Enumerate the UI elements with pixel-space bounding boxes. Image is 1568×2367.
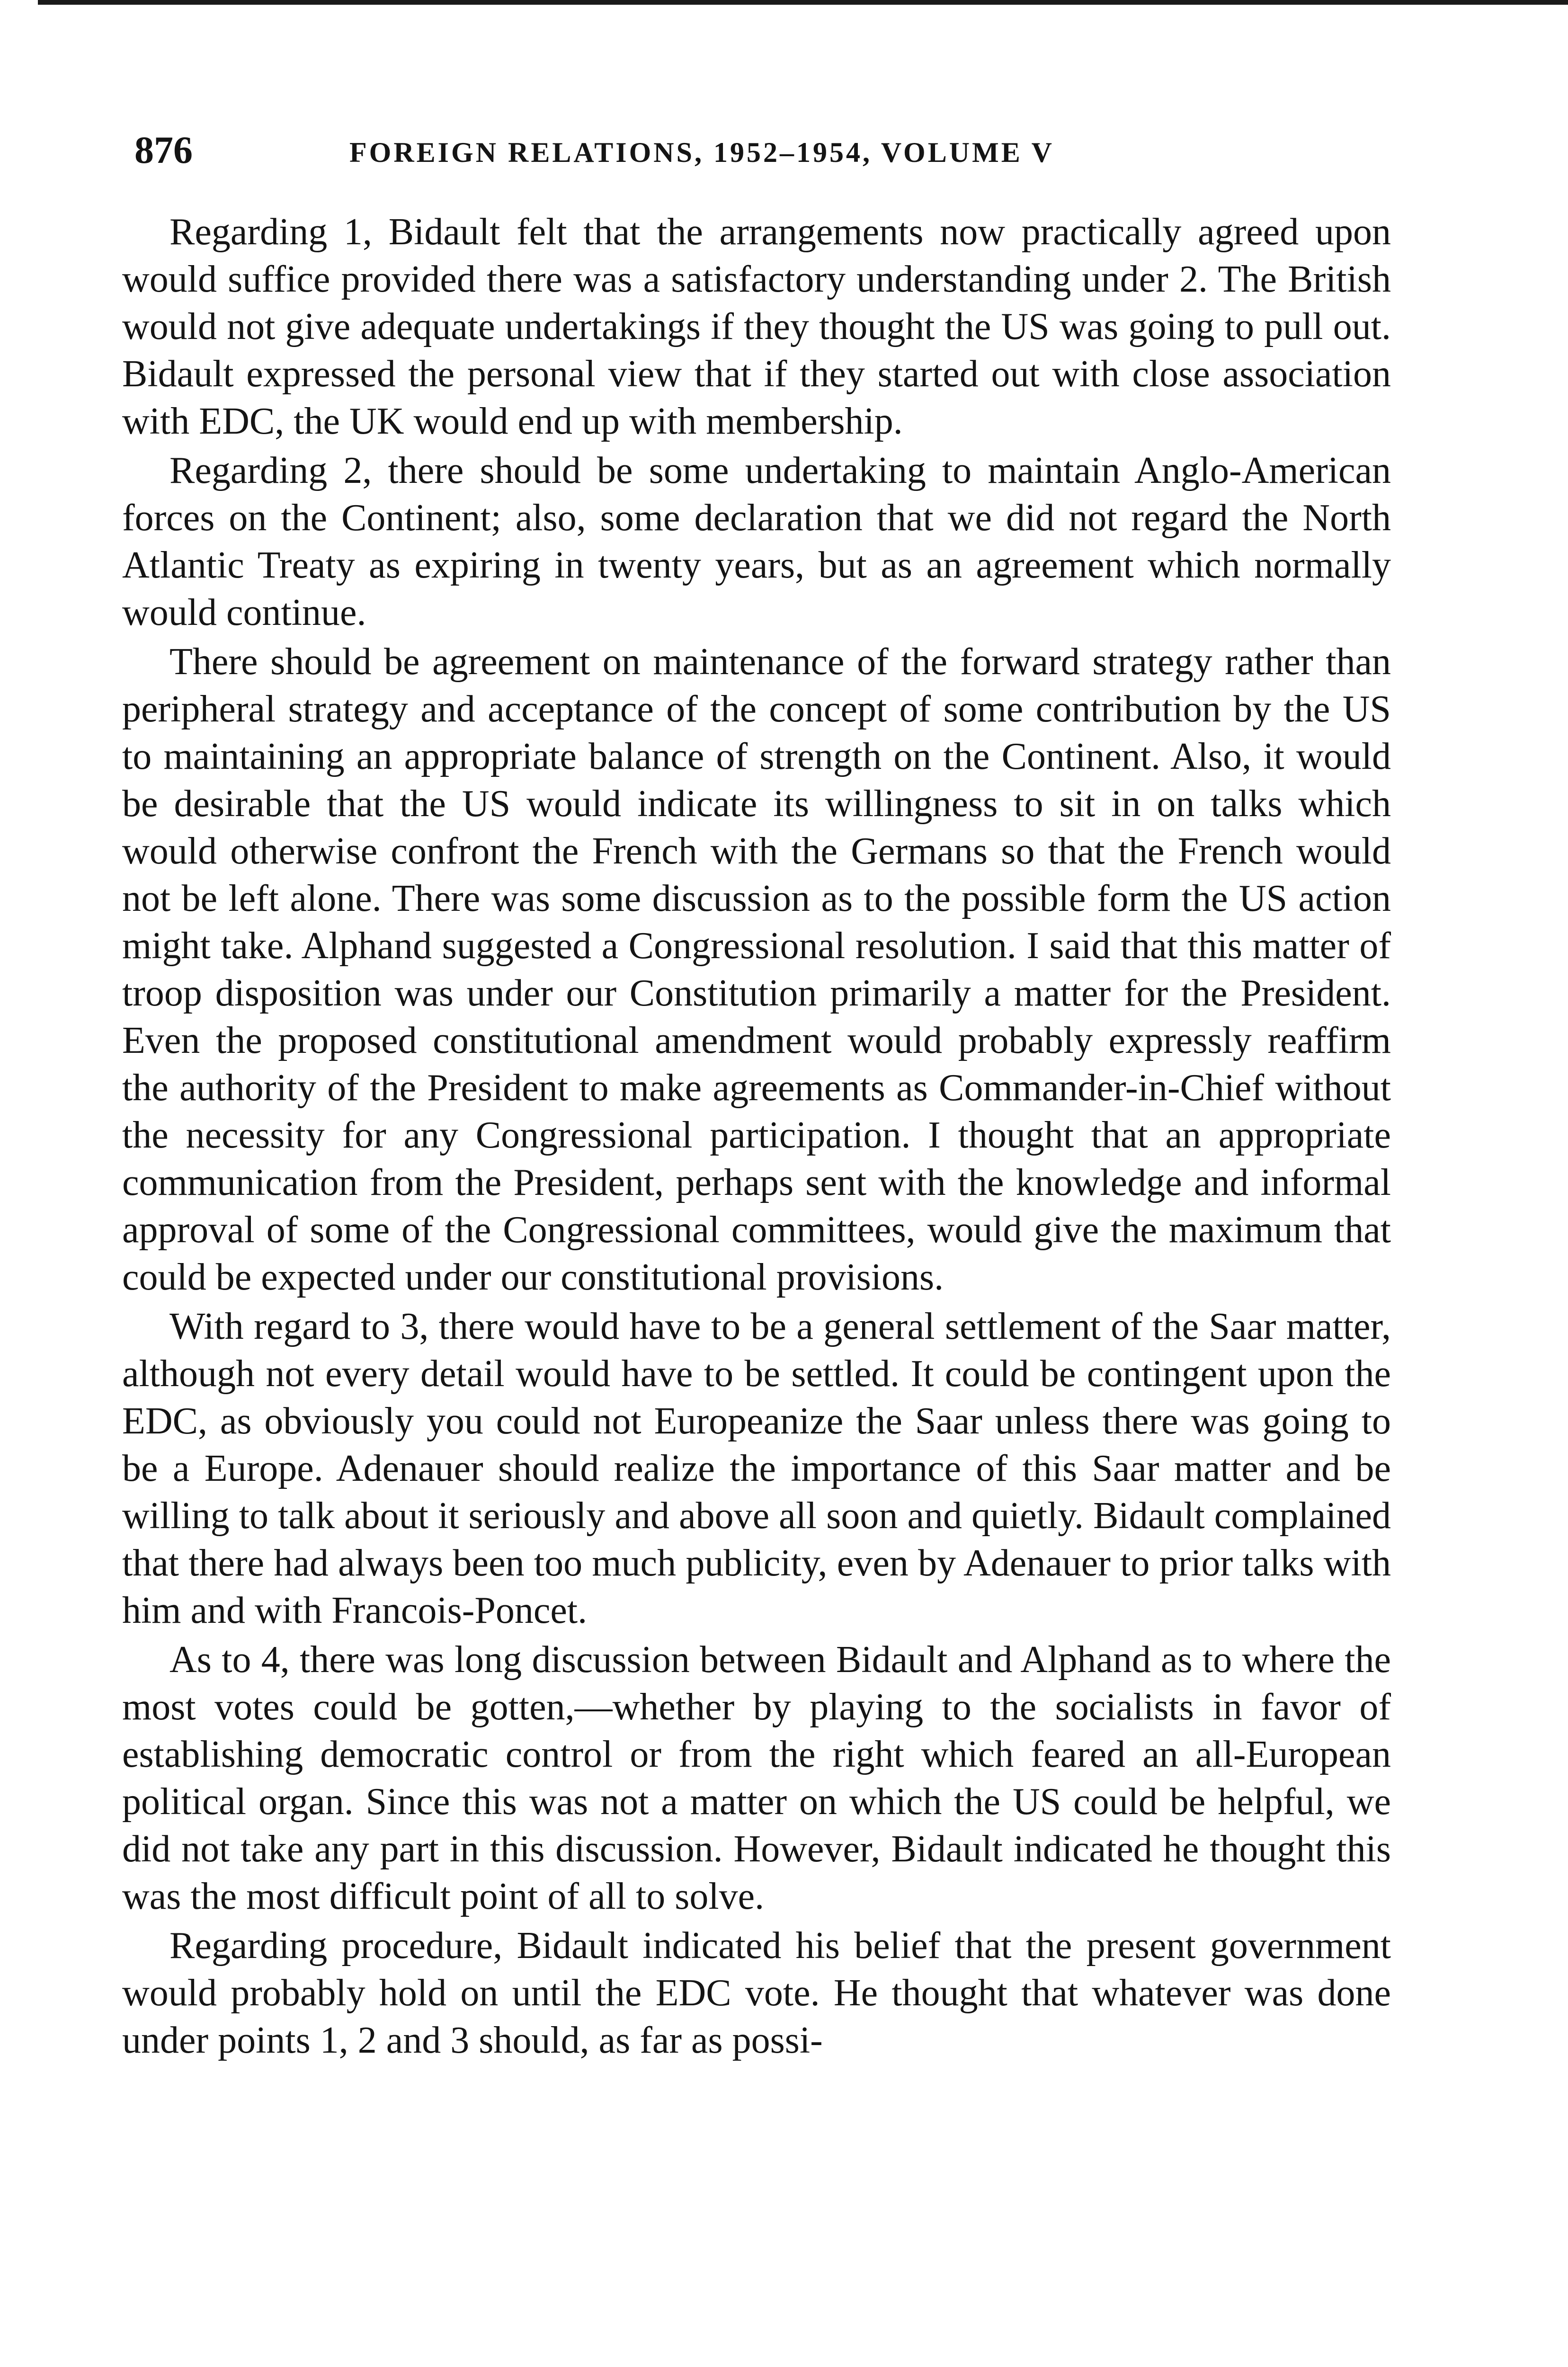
document-page (122, 128, 1391, 2066)
paragraph-regarding-3: With regard to 3, there would have to be a general settlement of the Saar matter, although not every detail would have to be settled. It could be contingent upon the EDC, as obviously you could not Europeanize the Saar unless there was going to be a Europe. Adenauer should realize the importance of this Saar matter and be willing to talk about it seriously and above all soon and quietly. Bidault complained that there had always been too much publicity, even by Adenauer to prior talks with him and with Francois-Poncet. (122, 1306, 1391, 1631)
paragraph-procedure: Regarding procedure, Bidault indicated his belief that the present government would probably hold on until the EDC vote. He thought that whatever was done under points 1, 2 and 3 should, as far as possi- (122, 1925, 1391, 2061)
running-head (122, 128, 1391, 180)
body-text (122, 208, 1391, 2064)
paragraph-regarding-2: Regarding 2, there should be some undertaking to maintain Anglo-American forces on the Continent; also, some declaration that we did not regard the North Atlantic Treaty as expiring in twenty years, but as an agreement which normally would continue. (122, 450, 1391, 633)
paragraph-forward-strategy: There should be agreement on maintenance of the forward strategy rather than peripheral strategy and acceptance of the concept of some contribution by the US to maintaining an appropriate balance of strength on the Continent. Also, it would be desirable that the US would indicate its willingness to sit in on talks which would otherwise confront the French with the Germans so that the French would not be left alone. There was some discussion as to the possible form the US action might take. Alphand suggested a Congressional resolution. I said that this matter of troop disposition was under our Constitution primarily a matter for the President. Even the proposed constitutional amendment would probably expressly reaffirm the authority of the President to make agreements as Commander-in-Chief without the necessity for any Congressional participation. I thought that an appropriate communication from the President, perhaps sent with the knowledge and informal approval of some of the Congressional committees, would give the maximum that could be expected under our constitutional provisions. (122, 641, 1391, 1298)
paragraph-regarding-4: As to 4, there was long discussion between Bidault and Alphand as to where the most votes could be gotten,—whether by playing to the socialists in favor of establishing democratic control or from the right which feared an all-European political organ. Since this was not a matter on which the US could be helpful, we did not take any part in this discussion. However, Bidault indicated he thought this was the most difficult point of all to solve. (122, 1639, 1391, 1917)
running-head-title: FOREIGN RELATIONS, 1952–1954, VOLUME V (349, 137, 1054, 168)
paragraph-regarding-1: Regarding 1, Bidault felt that the arrangements now practically agreed upon would suffice provided there was a satisfactory understanding under 2. The British would not give adequate undertakings if they thought the US was going to pull out. Bidault expressed the personal view that if they started out with close association with EDC, the UK would end up with membership. (122, 211, 1391, 442)
top-edge-rule (38, 0, 1568, 5)
page-number: 876 (134, 128, 193, 171)
